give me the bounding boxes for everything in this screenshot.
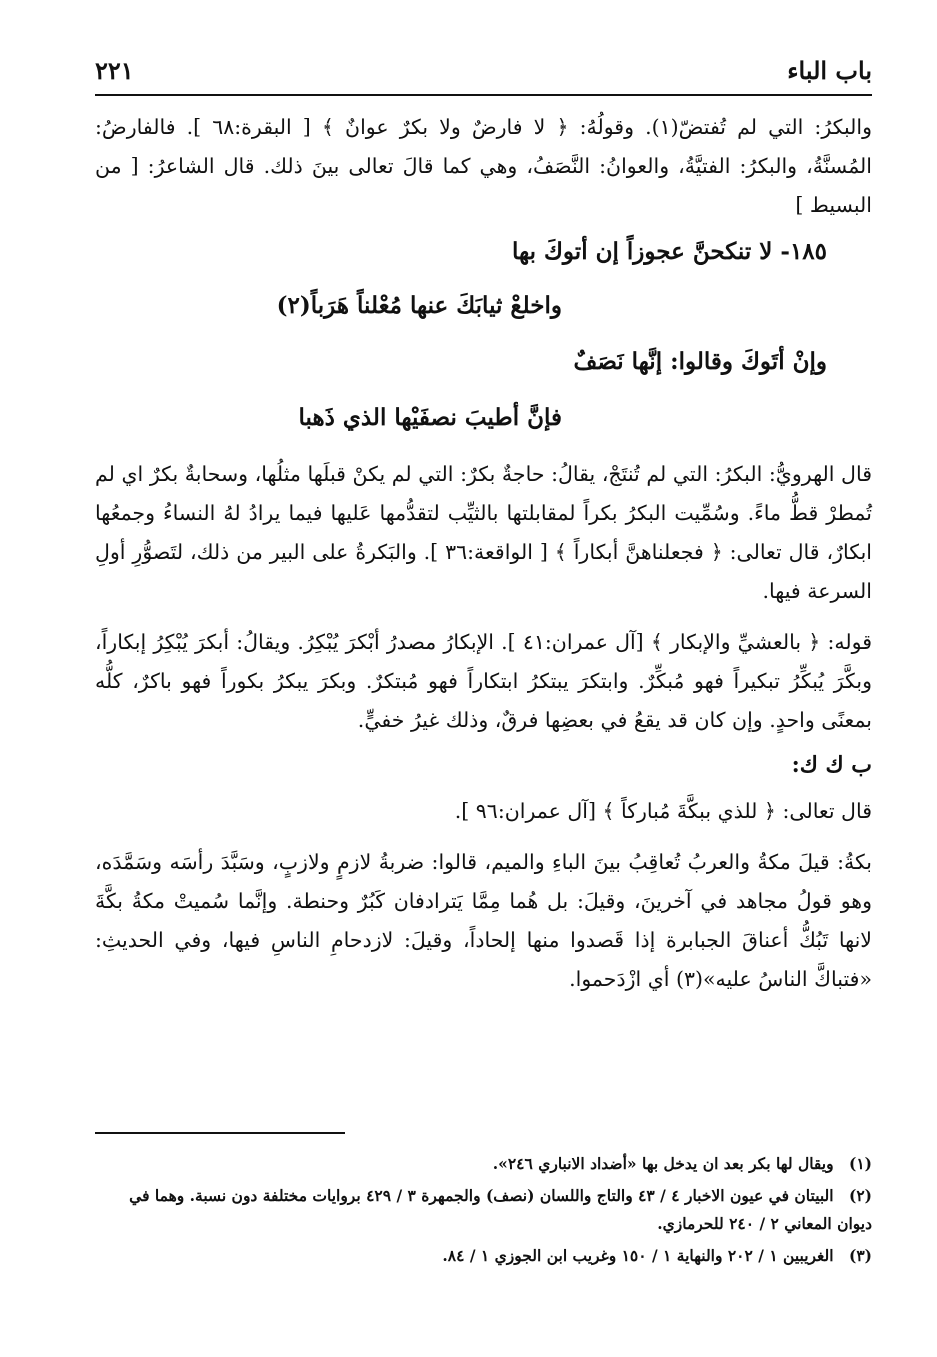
footnote: [95, 1150, 872, 1178]
paragraph: قال الهرويُّ: البكرُ: التي لم تُنتَجْ، يقالُ: حاجةٌ بكرٌ: التي لم يكنْ قبلَها مثلُها، وسحابةٌ بكرٌ اي لم تُمطرْ قطُّ ماءً. وسُمِّيت البكرُ بكراً لمقابلتها بالثيِّب لتقدُّمها عَليها فيما يرادُ لهُ النساءُ وجمعُها ابكارٌ، قال تعالى: ﴿ فجعلناهنَّ أبكاراً ﴾ [ الواقعة:٣٦ ]. والبَكرةُ على البير من ذلك، لتَصوُّرِ أولِ السرعة فيها.: [95, 462, 872, 603]
footnote: [95, 1182, 872, 1238]
footnote: [95, 1242, 872, 1270]
entry-heading: ب ك ك:: [791, 752, 872, 778]
footnote-number: (١): [848, 1154, 872, 1173]
paragraph: قال تعالى: ﴿ للذي ببكَّةَ مُباركاً ﴾ [آل عمران:٩٦ ].: [454, 799, 872, 823]
poem-verse: فإنَّ أطيبَ نصفَيْها الذي ذَهبا: [298, 404, 562, 431]
main-text: [95, 108, 872, 1011]
header-rule: [95, 94, 872, 96]
poem-verse: ١٨٥- لا تنكحنَّ عجوزاً إن أتوكَ بها: [511, 238, 827, 265]
footnote-number: (٣): [848, 1246, 872, 1265]
paragraph: والبكرُ: التي لم تُفتضّ(١). وقولُهُ: ﴿ لا فارضٌ ولا بكرٌ عوانٌ ﴾ [ البقرة:٦٨ ]. فالفارضُ: المُسنَّةُ، والبكرُ: الفتيَّةُ، والعوانُ: النَّصَفُ، وهي كما قالَ تعالى بينَ ذلك. قال الشاعرُ: [ من البسيط ]: [95, 115, 872, 217]
page-number: ٢٢١: [95, 56, 134, 85]
paragraph: قوله: ﴿ بالعشيِّ والإبكار ﴾ [آل عمران:٤١ ]. الإبكارُ مصدرُ أبْكرَ يُبْكِرُ. ويقالُ: أبكرَ يُبْكِرُ إبكاراً، وبكَّرَ يُبكِّرُ تبكيراً فهو مُبكِّرٌ. وابتكرَ يبتكرُ ابتكاراً فهو مُبتكرٌ. وبكرَ يبكرُ بكوراً فهو باكرٌ، كلُّه بمعنًى واحدٍ. وإن كان قد يقعُ في بعضِها فرقٌ، وذلك غيرُ خفيٍّ.: [95, 630, 872, 732]
footnote-separator: [95, 1132, 345, 1134]
poem-verse: واخلعْ ثيابَكَ عنها مُعْلناً هَرَباً(٢): [276, 292, 562, 319]
paragraph: بكةُ: قيلَ مكةُ والعربُ تُعاقِبُ بينَ الباءِ والميم، قالوا: ضربةُ لازمٍ ولازبٍ، وسَبَّدَ رأسَه وسَمَّدَه، وهو قولُ مجاهد في آخرينَ، وقيلَ: بل هُما مِمَّا يَترادفان كَبُرٌ وحنطة. وإنَّما سُميتْ مكةُ بكَّةَ لانها تَبُكُّ أعناقَ الجبابرة إذا قَصدوا منها إلحاداً، وقيلَ: لازدحامِ الناسِ فيها، وفي الحديثِ: «فتباكَّ الناسُ عليه»(٣) أي ازْدَحموا.: [95, 850, 872, 991]
footnote-text: ويقال لها بكر بعد ان يدخل بها «أضداد الانباري ٢٤٦».: [492, 1154, 834, 1173]
footnote-text: البيتان في عيون الاخبار ٤ / ٤٣ والتاج واللسان (نصف) والجمهرة ٣ / ٤٢٩ بروايات مختلفة دون نسبة. وهما في ديوان المعاني ٢ / ٢٤٠ للحرمازي.: [129, 1186, 872, 1233]
footnote-number: (٢): [848, 1186, 872, 1205]
footnotes: [95, 1150, 872, 1274]
page-header: [95, 52, 872, 92]
chapter-title: باب الباء: [787, 56, 872, 85]
poem-verse: وإنْ أتَوكَ وقالوا: إنَّها نَصَفٌ: [573, 348, 827, 375]
footnote-text: الغريبين ١ / ٢٠٢ والنهاية ١ / ١٥٠ وغريب ابن الجوزي ١ / ٨٤.: [442, 1246, 834, 1265]
